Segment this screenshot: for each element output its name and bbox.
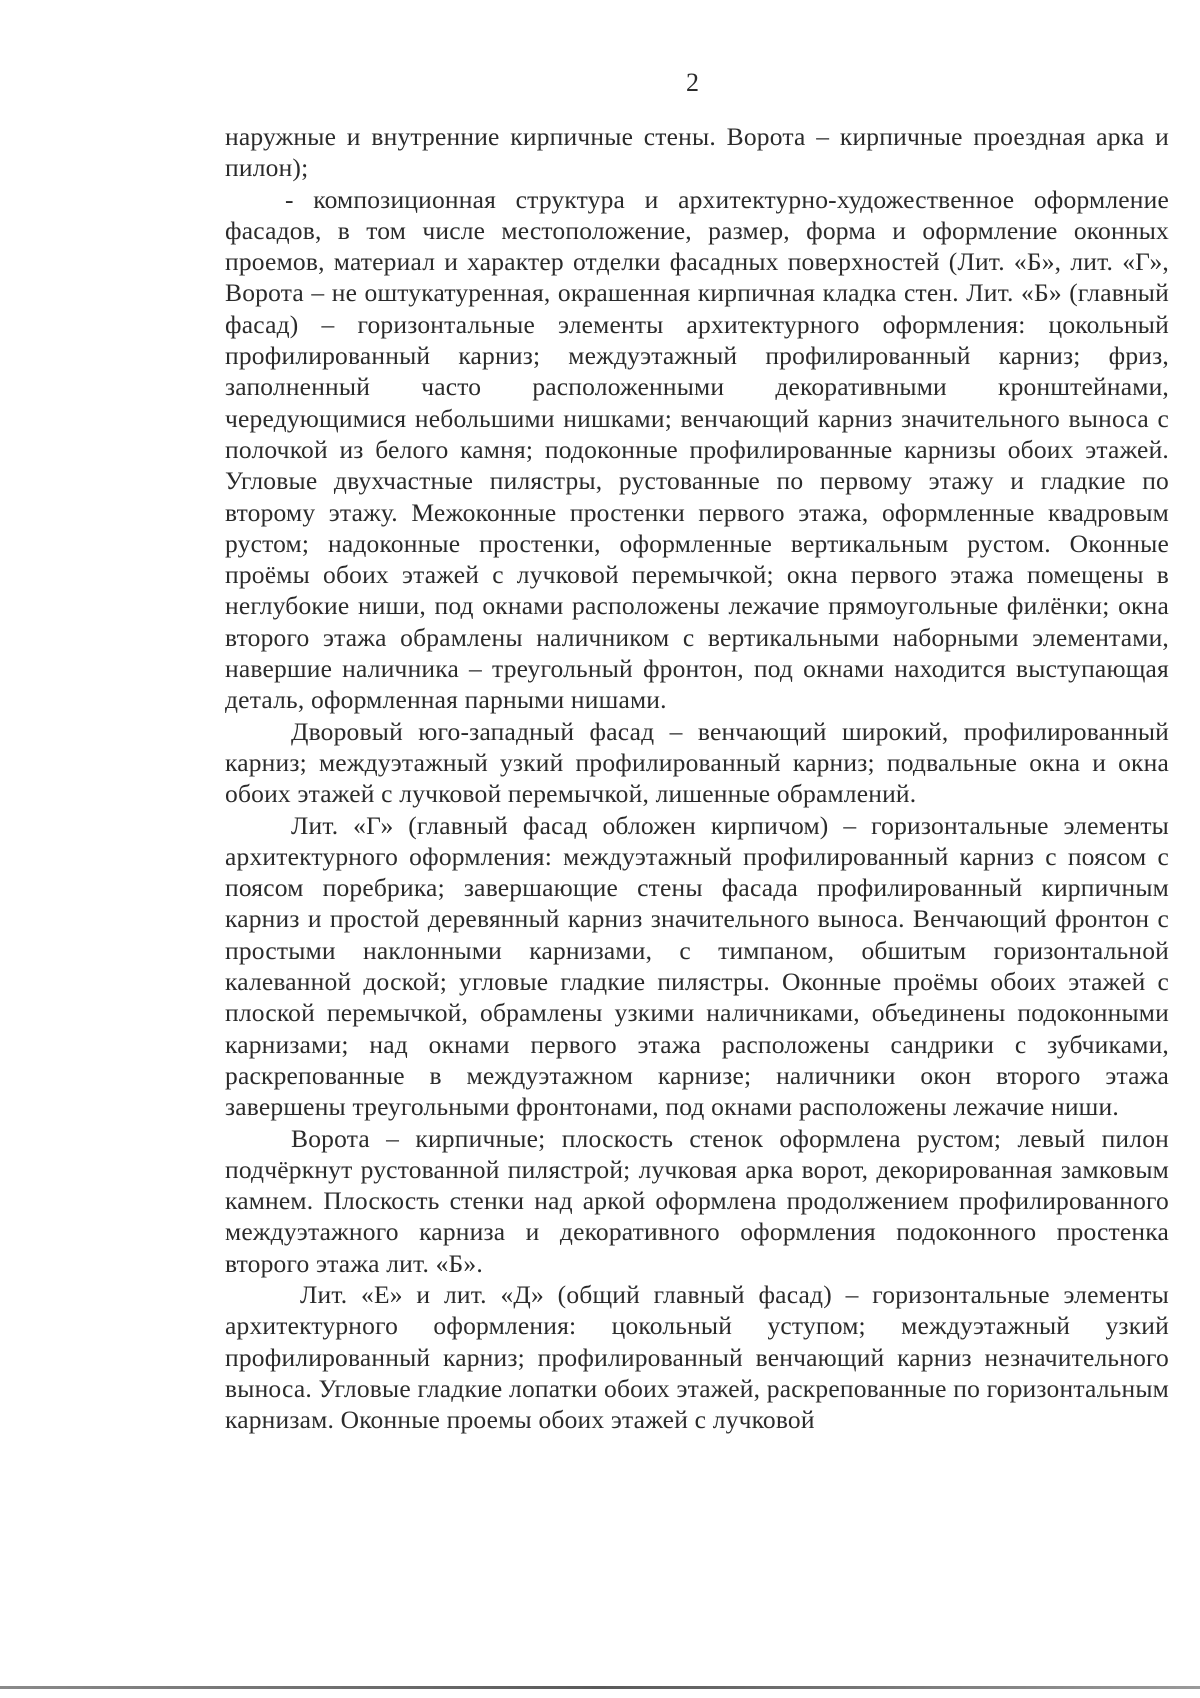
document-body (225, 121, 1169, 1435)
paragraph-composition: - композиционная структура и архитектурно-художественное оформление фасадов, в том числе местоположение, размер, форма и оформление оконных проемов, материал и характер отделки фасадных поверхностей (Лит. «Б», лит. «Г», Ворота – не оштукатуренная, окрашенная кирпичная кладка стен. Лит. «Б» (главный фасад) – горизонтальные элементы архитектурного оформления: цокольный профилированный карниз; междуэтажный профилированный карниз; фриз, заполненный часто расположенными декоративными кронштейнами, чередующимися небольшими нишками; венчающий карниз значительного выноса с полочкой из белого камня; подоконные профилированные карнизы обоих этажей. Угловые двухчастные пилястры, рустованные по первому этажу и гладкие по второму этажу. Межоконные простенки первого этажа, оформленные квадровым рустом; надоконные простенки, оформленные вертикальным рустом. Оконные проёмы обоих этажей с лучковой перемычкой; окна первого этажа помещены в неглубокие ниши, под окнами расположены лежачие прямоугольные филёнки; окна второго этажа обрамлены наличником с вертикальными наборными элементами, навершие наличника – треугольный фронтон, под окнами находится выступающая деталь, оформленная парными нишами. (225, 184, 1169, 715)
paragraph-lit-e-d: Лит. «Е» и лит. «Д» (общий главный фасад) – горизонтальные элементы архитектурного оформления: цокольный уступом; междуэтажный узкий профилированный карниз; профилированный венчающий карниз незначительного выноса. Угловые гладкие лопатки обоих этажей, раскрепованные по горизонтальным карнизам. Оконные проемы обоих этажей с лучковой (225, 1279, 1169, 1435)
paragraph-courtyard-facade: Дворовый юго-западный фасад – венчающий широкий, профилированный карниз; междуэтажный узкий профилированный карниз; подвальные окна и окна обоих этажей с лучковой перемычкой, лишенные обрамлений. (225, 716, 1169, 809)
page-number: 2 (686, 68, 699, 97)
paragraph-gates: Ворота – кирпичные; плоскость стенок оформлена рустом; левый пилон подчёркнут рустованной пилястрой; лучковая арка ворот, декорированная замковым камнем. Плоскость стенки над аркой оформлена продолжением профилированного междуэтажного карниза и декоративного оформления подоконного простенка второго этажа лит. «Б». (225, 1123, 1169, 1278)
bottom-edge-line (0, 1686, 1200, 1689)
paragraph-continuation: наружные и внутренние кирпичные стены. Ворота – кирпичные проездная арка и пилон); (225, 122, 1169, 183)
paragraph-lit-g: Лит. «Г» (главный фасад обложен кирпичом) – горизонтальные элементы архитектурного оформления: междуэтажный профилированный карниз с поясом с поясом поребрика; завершающие стены фасада профилированный кирпичным карниз и простой деревянный карниз значительного выноса. Венчающий фронтон с простыми наклонными карнизами, с тимпаном, обшитым горизонтальной калеванной доской; угловые гладкие пилястры. Оконные проёмы обоих этажей с плоской перемычкой, обрамлены узкими наличниками, объединены подоконными карнизами; над окнами первого этажа расположены сандрики с зубчиками, раскрепованные в междуэтажном карнизе; наличники окон второго этажа завершены треугольными фронтонами, под окнами расположены лежачие ниши. (225, 810, 1169, 1122)
